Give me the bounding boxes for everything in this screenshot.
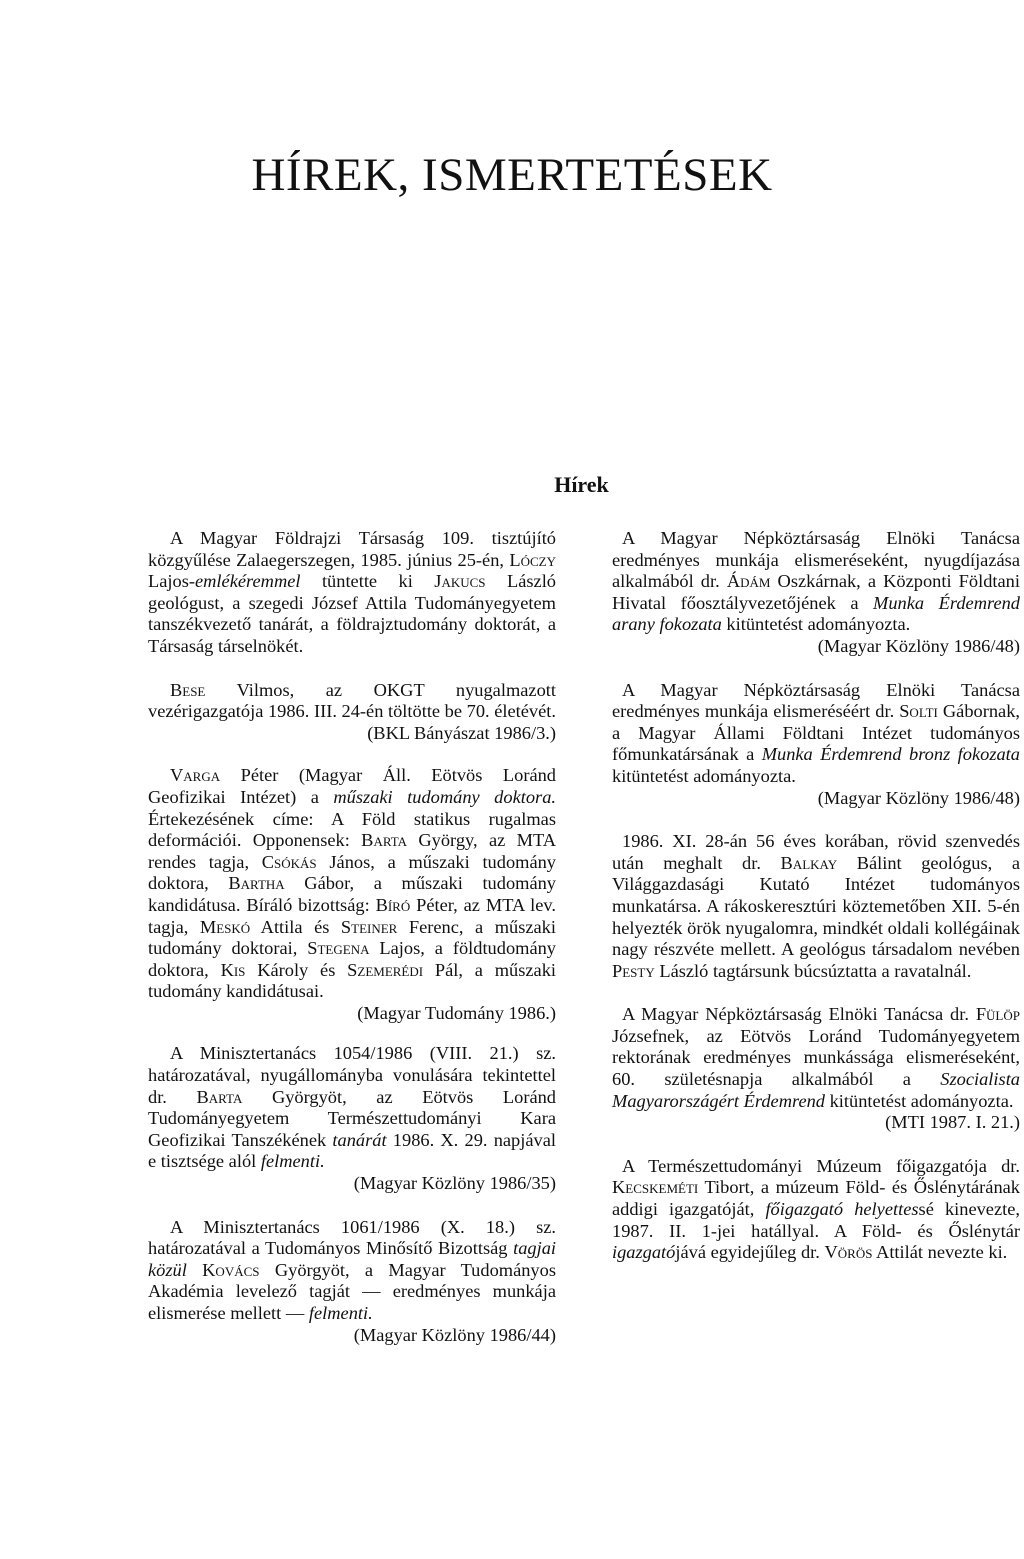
- emphasis-text: emlékéremmel: [194, 571, 301, 592]
- person-name: Varga: [170, 765, 221, 786]
- text-segment: Józsefnek, az Eötvös Loránd Tudományegyetem rektorának eredményes munkássága elismeréseként, 60. születésnapja alkalmából a: [612, 1025, 1020, 1090]
- text-segment: A Minisztertanács 1061/1986 (X. 18.) sz. határozatával a Tudományos Minősítő Bizottság: [148, 1216, 556, 1259]
- text-segment: Gábornak, a Magyar Állami Földtani Intézet tudományos főmunkatársának a: [612, 701, 1020, 765]
- text-segment: Lajos, a földtudomány doktora,: [148, 938, 557, 980]
- emphasis-text: felmenti.: [260, 1151, 325, 1172]
- text-segment: Pál, a műszaki tudomány kandidátusai.: [148, 959, 557, 1002]
- person-name: Stegena: [307, 938, 370, 959]
- page-title: HÍREK, ISMERTETÉSEK: [251, 149, 773, 201]
- person-name: Kovács: [202, 1259, 260, 1280]
- text-segment: Péter (Magyar Áll. Eötvös Loránd Geofizikai Intézet) a: [148, 765, 556, 807]
- person-name: Solti: [899, 701, 938, 722]
- source-citation: (BKL Bányászat 1986/3.): [367, 722, 556, 743]
- text-segment: Értekezésének címe: A Föld statikus rugalmas deformációi. Opponensek:: [148, 808, 556, 851]
- text-segment: kitüntetést adományozta.: [825, 1090, 1014, 1111]
- text-segment: A Magyar Népköztársaság Elnöki Tanácsa dr.: [622, 1004, 976, 1025]
- text-segment: Ferenc, a műszaki tudomány doktorai,: [148, 916, 556, 959]
- text-segment: [187, 1260, 202, 1280]
- text-segment: kitüntetést adományozta.: [612, 765, 796, 786]
- emphasis-text: Szocialista Magyarországért Érdemrend: [612, 1069, 1020, 1111]
- source-citation: (MTI 1987. I. 21.): [885, 1112, 1020, 1133]
- emphasis-text: igazgató: [612, 1242, 676, 1263]
- person-name: Barta: [361, 830, 408, 851]
- person-name: Szemerédi: [347, 959, 424, 980]
- person-name: Ádám: [726, 571, 771, 592]
- news-item: [148, 765, 556, 1003]
- text-segment: János, a műszaki tudomány doktora,: [148, 851, 556, 894]
- person-name: Meskó: [199, 916, 251, 937]
- person-name: Vörös: [824, 1242, 873, 1263]
- person-name: Bíró: [375, 894, 411, 915]
- emphasis-text: Munka Érdemrend bronz fokozata: [761, 744, 1020, 765]
- text-segment: Bálint geológus, a Világgazdasági Kutató Intézet tudományos munkatársa. A rákoskeresztúri köztemetőben XII. 5-én helyezték örök nyugalomra, mindkét oldali kollégáinak nagy részvéte mellett. A geológus társadalom nevében: [612, 852, 1020, 960]
- emphasis-text: főigazgató helyettes: [765, 1199, 919, 1220]
- text-segment: jává egyidejűleg dr.: [675, 1242, 825, 1263]
- person-name: Kis: [220, 959, 246, 980]
- news-item: [148, 1043, 556, 1173]
- source-citation: (Magyar Közlöny 1986/44): [353, 1324, 556, 1345]
- news-item: [612, 528, 1020, 636]
- news-item: [612, 680, 1020, 788]
- news-item: [148, 680, 556, 723]
- text-segment: Györgyöt, a Magyar Tudományos Akadémia levelező tagját — eredményes munkája elismerése mellett —: [148, 1259, 556, 1323]
- text-segment: A Magyar Földrajzi Társaság 109. tisztújító közgyűlése Zalaegerszegen, 1985. június 25-én,: [148, 528, 556, 570]
- text-segment: kitüntetést adományozta.: [721, 614, 911, 635]
- text-segment: 1986. XI. 28-án 56 éves korában, rövid szenvedés után meghalt dr.: [612, 831, 1020, 873]
- text-segment: Attilát nevezte ki.: [872, 1242, 1008, 1263]
- news-item: [612, 1156, 1020, 1264]
- emphasis-text: tanárát: [332, 1129, 387, 1150]
- news-item: [612, 1004, 1020, 1112]
- person-name: Jakucs: [434, 571, 486, 592]
- emphasis-text: műszaki tudomány doktora.: [333, 786, 556, 807]
- text-segment: Károly és: [245, 959, 348, 980]
- text-segment: Gábor, a műszaki tudomány kandidátusa. Bíráló bizottság:: [148, 873, 556, 915]
- text-segment: A Magyar Népköztársaság Elnöki Tanácsa eredményes munkája elismeréséért dr.: [612, 679, 1020, 722]
- section-title: Hírek: [554, 472, 609, 497]
- news-item: [148, 1217, 556, 1325]
- news-item: [148, 528, 556, 658]
- person-name: Bartha: [228, 873, 285, 894]
- text-segment: Lajos-: [148, 571, 195, 592]
- person-name: Csókás: [261, 851, 317, 872]
- person-name: Pesty: [612, 960, 655, 981]
- text-segment: Oszkárnak, a Központi Földtani Hivatal főosztályvezetőjének a: [612, 571, 1020, 613]
- emphasis-text: tagjai közül: [148, 1238, 556, 1280]
- text-segment: Vilmos, az OKGT nyugalmazott vezérigazgatója 1986. III. 24-én töltötte be 70. életévét.: [148, 679, 556, 722]
- person-name: Barta: [196, 1086, 243, 1107]
- text-segment: tüntette ki: [300, 571, 435, 592]
- emphasis-text: felmenti.: [308, 1303, 373, 1323]
- text-segment: A Magyar Népköztársaság Elnöki Tanácsa eredményes munkája elismeréseként, nyugdíjazása alkalmából dr.: [612, 528, 1020, 592]
- source-citation: (Magyar Tudomány 1986.): [357, 1002, 556, 1023]
- news-item: [612, 831, 1020, 982]
- text-segment: László geológust, a szegedi József Attila Tudományegyetem tanszékvezető tanárát, a földrajztudomány doktorát, a Társaság társelnökét.: [148, 571, 556, 656]
- text-segment: Attila és: [250, 916, 341, 937]
- text-segment: A Természettudományi Múzeum főigazgatója dr.: [622, 1155, 1020, 1176]
- right-column: [612, 528, 1020, 1264]
- text-segment: A Minisztertanács 1054/1986 (VIII. 21.) sz. határozatával, nyugállományba vonulására tekintettel dr.: [148, 1043, 556, 1107]
- person-name: Steiner: [340, 916, 398, 937]
- person-name: Fülöp: [975, 1004, 1020, 1025]
- text-segment: sé kinevezte, 1987. II. 1-jei hatállyal. A Föld- és Őslénytár: [612, 1199, 1020, 1241]
- text-segment: György, az MTA rendes tagja,: [148, 830, 556, 872]
- text-segment: László tagtársunk búcsúztatta a ravatalnál.: [654, 960, 972, 981]
- emphasis-text: Munka Érdemrend arany fokozata: [612, 592, 1020, 635]
- source-citation: (Magyar Közlöny 1986/35): [353, 1173, 556, 1194]
- left-column: [148, 528, 556, 1346]
- text-segment: 1986. X. 29. napjával e tisztsége alól: [148, 1129, 556, 1172]
- person-name: Balkay: [780, 852, 838, 873]
- person-name: Lóczy: [509, 549, 556, 570]
- source-citation: (Magyar Közlöny 1986/48): [817, 635, 1020, 656]
- source-citation: (Magyar Közlöny 1986/48): [817, 787, 1020, 808]
- text-segment: Péter, az MTA lev. tagja,: [148, 894, 556, 937]
- text-segment: Tibort, a múzeum Föld- és Őslénytárának addigi igazgatóját,: [612, 1177, 1020, 1220]
- text-segment: Györgyöt, az Eötvös Loránd Tudományegyetem Természettudományi Kara Geofizikai Tanszékének: [148, 1086, 556, 1150]
- person-name: Kecskeméti: [612, 1177, 699, 1198]
- person-name: Bese: [170, 679, 206, 700]
